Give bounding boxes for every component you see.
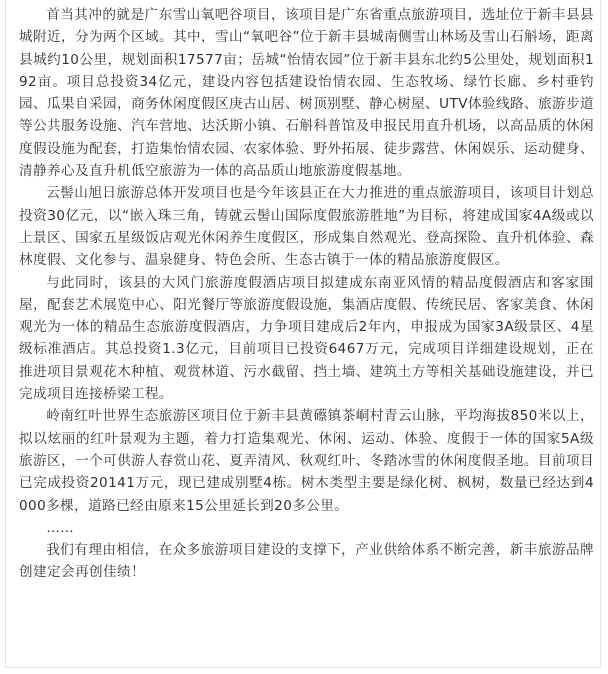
paragraph-dafengmen-hotel: 与此同时，该县的大风门旅游度假酒店项目拟建成东南亚风情的精品度假酒店和客家围屋，配套艺术展览中心、阳光餐厅等旅游度假设施，集酒店度假、传统民居、客家美食、休闲观光为一体的精品生态旅游度假酒店，力争项目建成后2年内，申报成为国家3A级景区、4星级标准酒店。其总投资1.3亿元，目前项目已投资6467万元，完成项目详细建设规划，正在推进项目景观花木种植、观赏林道、污水截留、挡土墙、建筑土方等相关基础设施建设，并已完成项目连接桥梁工程。 xyxy=(19,274,594,403)
paragraph-ellipsis: …… xyxy=(46,519,75,536)
paragraph-xueshan-oxygen-valley: 首当其冲的就是广东雪山氧吧谷项目，该项目是广东省重点旅游项目，选址位于新丰县县城附近，分为两个区域。其中，雪山“氧吧谷”位于新丰县城南侧雪山林场及雪山石斛场，距离县城约10公里，规划面积17577亩；岳城“怡情农园”位于新丰县东北约5公里处，规划面积192亩。项目总投资34亿元，建设内容包括建设怡情农园、生态牧场、绿竹长廊、乡村垂钓园、瓜果自采园，商务休闲度假区庚古山居、树顶别墅、静心树屋、UTV体验线路、旅游步道等公共服务设施、汽车营地、达沃斯小镇、石斛科普馆及申报民用直升机场，以高品质的休闲度假设施为配套，打造集怡情农园、农家体验、野外拓展、徒步露营、休闲娱乐、运动健身、清静养心及直升机低空旅游为一体的高品质山地旅游度假基地。 xyxy=(19,7,594,180)
article-frame xyxy=(5,0,601,668)
paragraph-yunjishan-xuri: 云髻山旭日旅游总体开发项目也是今年该县正在大力推进的重点旅游项目，该项目计划总投资30亿元，以“嵌入珠三角，铸就云髻山国际度假旅游胜地”为目标，将建成国家4A级或以上景区、国家五星级饭店观光休闲养生度假区，形成集自然观光、登高探险、直升机体验、森林度假、文化参与、温泉健身、特色会所、生态古镇于一体的精品旅游度假区。 xyxy=(19,185,594,269)
article-body xyxy=(19,4,594,584)
paragraph-conclusion: 我们有理由相信，在众多旅游项目建设的支撑下，产业供给体系不断完善，新丰旅游品牌创建定会再创佳绩！ xyxy=(19,542,594,581)
paragraph-lingnan-red-leaf: 岭南红叶世界生态旅游区项目位于新丰县黄礤镇茶峒村青云山脉，平均海拔850米以上，拟以炫丽的红叶景观为主题，着力打造集观光、休闲、运动、体验、度假于一体的国家5A级旅游区，一个可供游人春赏山花、夏弄清风、秋观红叶、冬踏冰雪的休闲度假圣地。目前项目已完成投资20141万元，现已建成别墅4栋。树木类型主要是绿化树、枫树，数量已经达到4000多棵，道路已经由原来15公里延长到20多公里。 xyxy=(19,408,594,514)
